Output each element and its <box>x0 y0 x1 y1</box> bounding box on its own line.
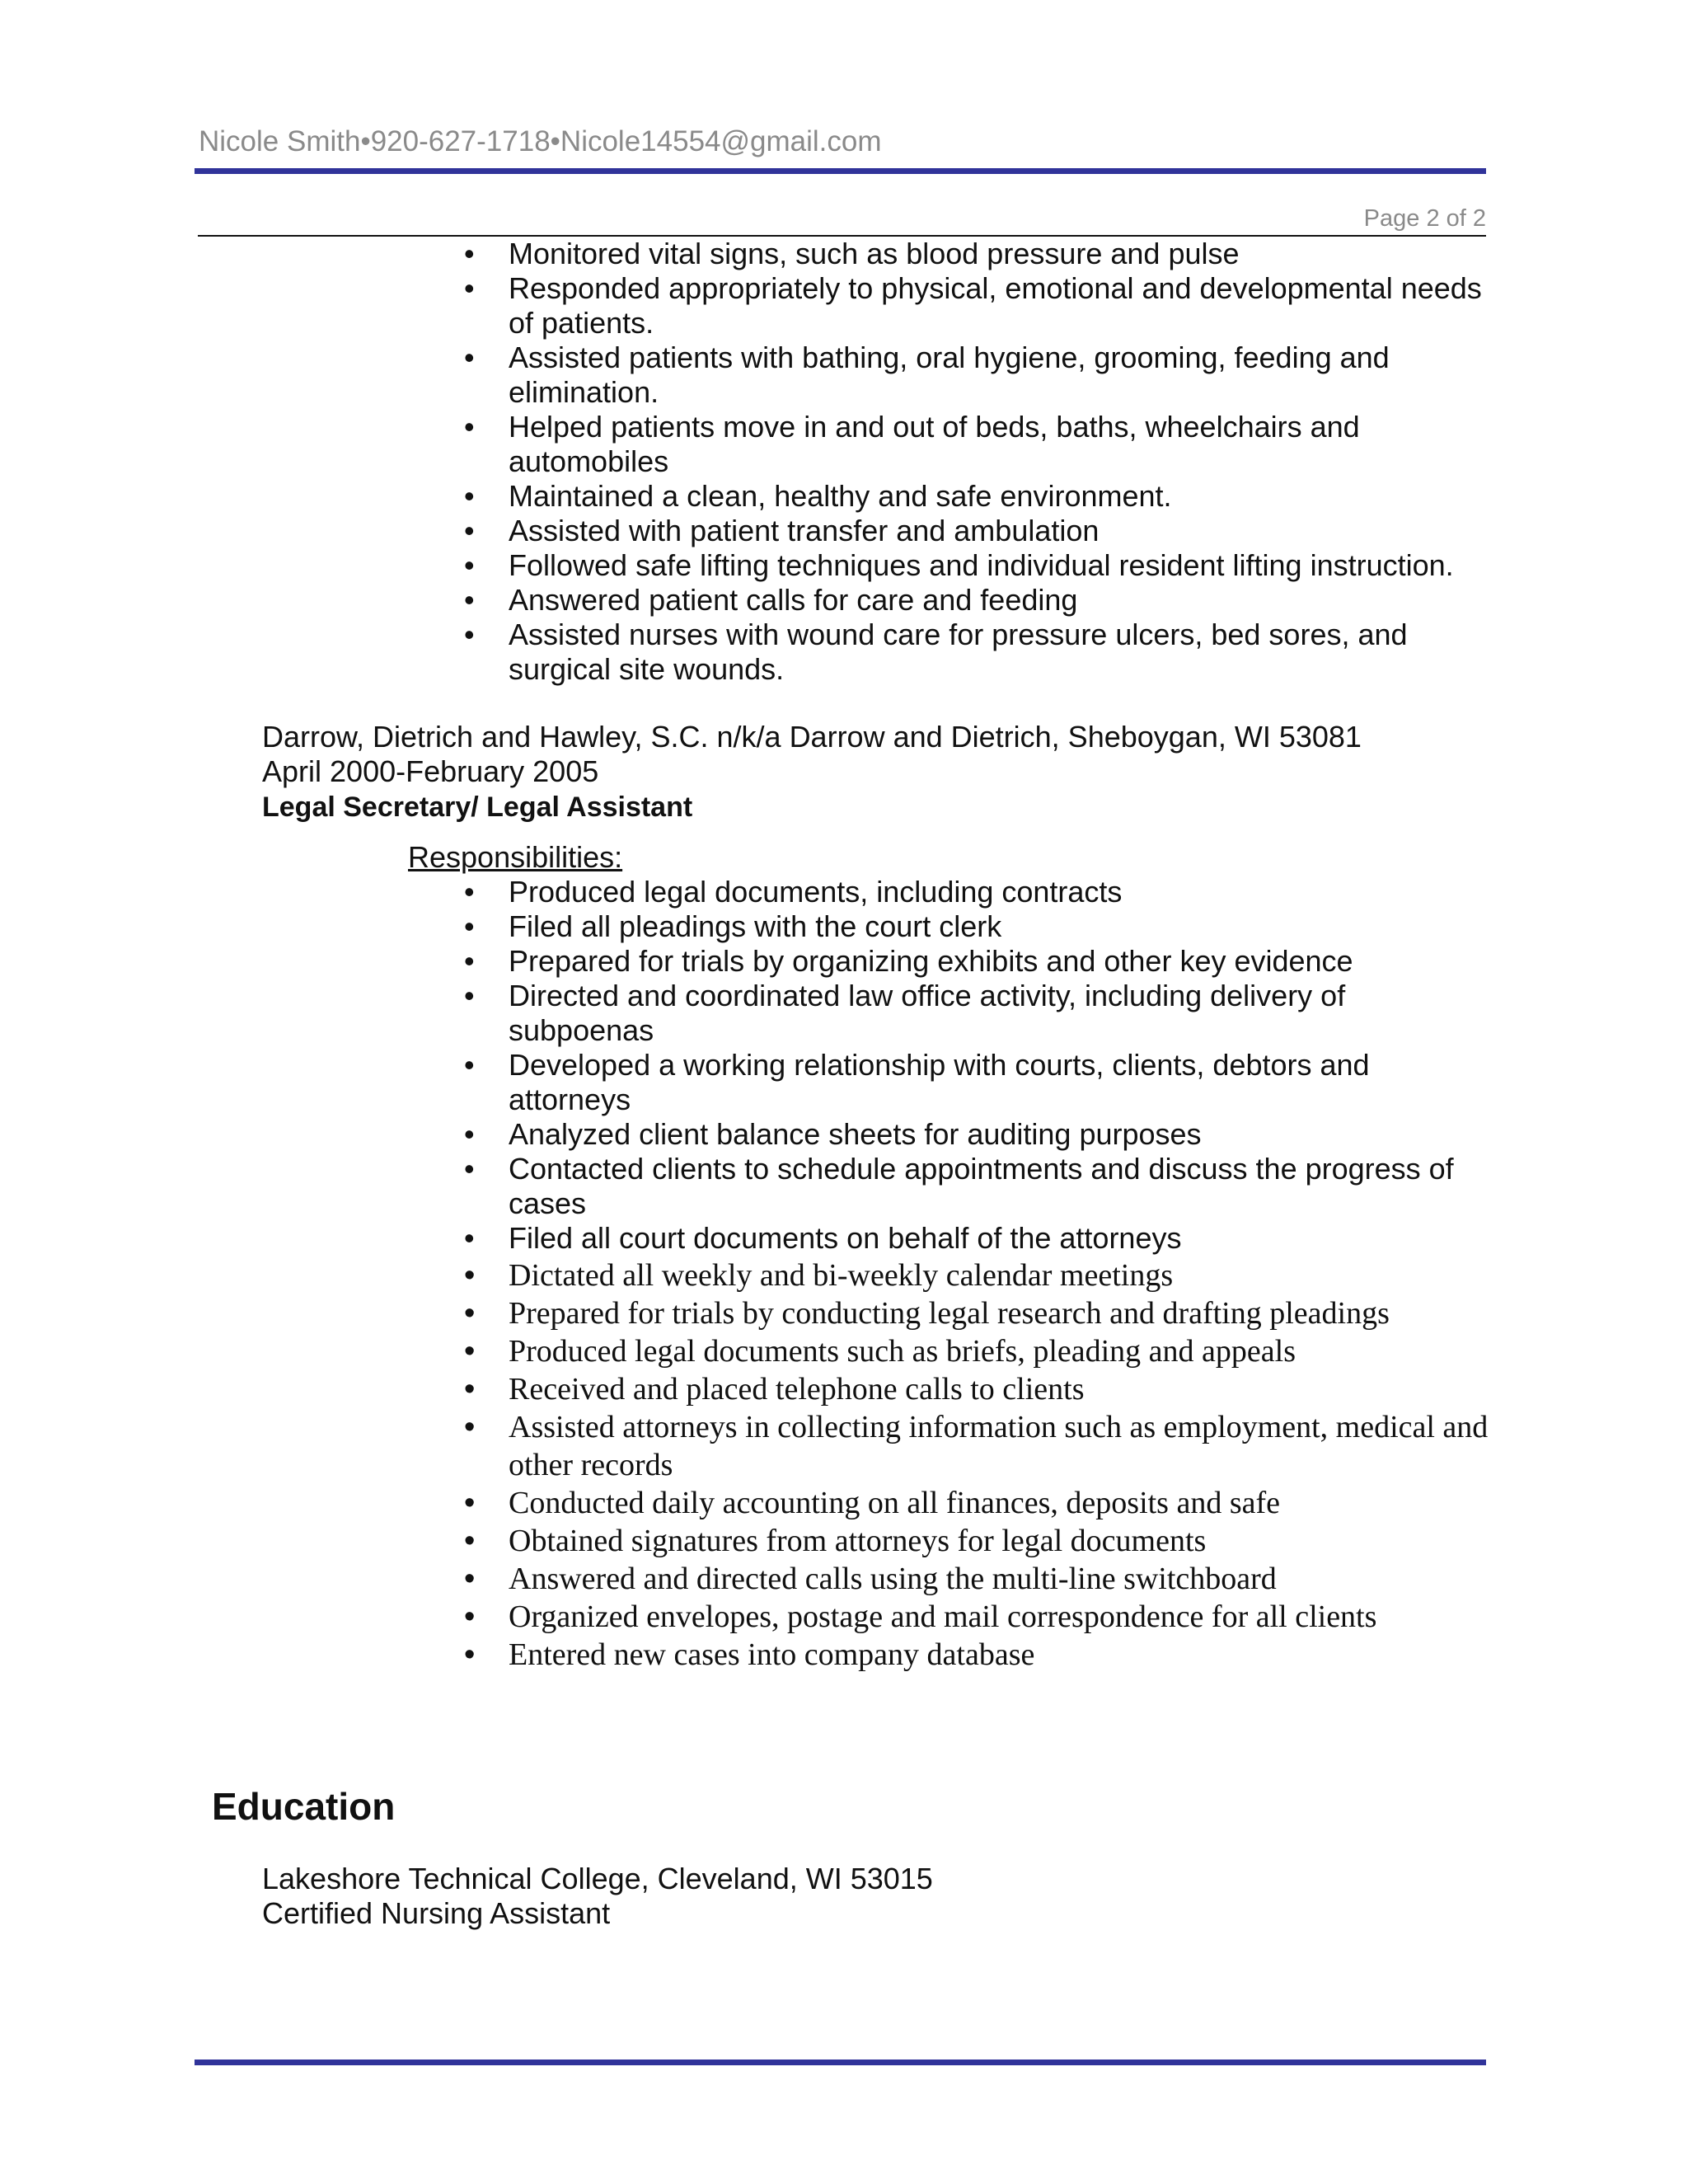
list-item: • Assisted patients with bathing, oral hygiene, grooming, feeding and elimination. <box>509 341 1498 410</box>
list-item: • Prepared for trials by conducting legal research and drafting pleadings <box>509 1294 1498 1332</box>
list-item: • Maintained a clean, healthy and safe environment. <box>509 479 1498 514</box>
list-item: • Conducted daily accounting on all finances, deposits and safe <box>509 1484 1498 1522</box>
legal-duties-list-continued <box>509 1256 1498 1674</box>
footer-divider <box>195 2060 1486 2065</box>
list-item: • Developed a working relationship with courts, clients, debtors and attorneys <box>509 1048 1498 1117</box>
employment-dates: April 2000-February 2005 <box>262 754 599 788</box>
list-item: • Followed safe lifting techniques and individual resident lifting instruction. <box>509 548 1498 583</box>
list-item: • Filed all court documents on behalf of the attorneys <box>509 1221 1498 1256</box>
list-item: • Filed all pleadings with the court clerk <box>509 909 1498 944</box>
list-item: • Dictated all weekly and bi-weekly calendar meetings <box>509 1256 1498 1294</box>
header-divider <box>195 168 1486 174</box>
job-title: Legal Secretary/ Legal Assistant <box>262 791 693 823</box>
cna-duties-list <box>509 237 1498 687</box>
list-item: • Answered patient calls for care and feeding <box>509 583 1498 618</box>
school: Lakeshore Technical College, Cleveland, WI 53015 <box>262 1862 933 1895</box>
list-item: • Received and placed telephone calls to clients <box>509 1370 1498 1408</box>
list-item: • Helped patients move in and out of beds, baths, wheelchairs and automobiles <box>509 410 1498 479</box>
list-item: • Assisted nurses with wound care for pressure ulcers, bed sores, and surgical site wounds. <box>509 618 1498 687</box>
list-item: • Responded appropriately to physical, emotional and developmental needs of patients. <box>509 271 1498 341</box>
list-item: • Organized envelopes, postage and mail correspondence for all clients <box>509 1598 1498 1636</box>
list-item: • Answered and directed calls using the multi-line switchboard <box>509 1560 1498 1598</box>
credential: Certified Nursing Assistant <box>262 1896 611 1930</box>
list-item: • Analyzed client balance sheets for auditing purposes <box>509 1117 1498 1152</box>
contact-header: Nicole Smith•920-627-1718•Nicole14554@gmail.com <box>199 125 882 157</box>
list-item: • Directed and coordinated law office activity, including delivery of subpoenas <box>509 979 1498 1048</box>
list-item: • Produced legal documents, including contracts <box>509 875 1498 909</box>
list-item: • Entered new cases into company database <box>509 1636 1498 1674</box>
list-item: • Prepared for trials by organizing exhibits and other key evidence <box>509 944 1498 979</box>
responsibilities-label: Responsibilities: <box>408 840 623 874</box>
legal-duties-list <box>509 875 1498 1256</box>
page-number: Page 2 of 2 <box>1363 205 1486 232</box>
list-item: • Assisted attorneys in collecting information such as employment, medical and other records <box>509 1408 1498 1484</box>
list-item: • Produced legal documents such as briefs, pleading and appeals <box>509 1332 1498 1370</box>
list-item: • Monitored vital signs, such as blood pressure and pulse <box>509 237 1498 271</box>
employer: Darrow, Dietrich and Hawley, S.C. n/k/a Darrow and Dietrich, Sheboygan, WI 53081 <box>262 720 1362 754</box>
education-heading: Education <box>212 1785 396 1828</box>
list-item: • Contacted clients to schedule appointments and discuss the progress of cases <box>509 1152 1498 1221</box>
list-item: • Assisted with patient transfer and ambulation <box>509 514 1498 548</box>
list-item: • Obtained signatures from attorneys for legal documents <box>509 1522 1498 1560</box>
